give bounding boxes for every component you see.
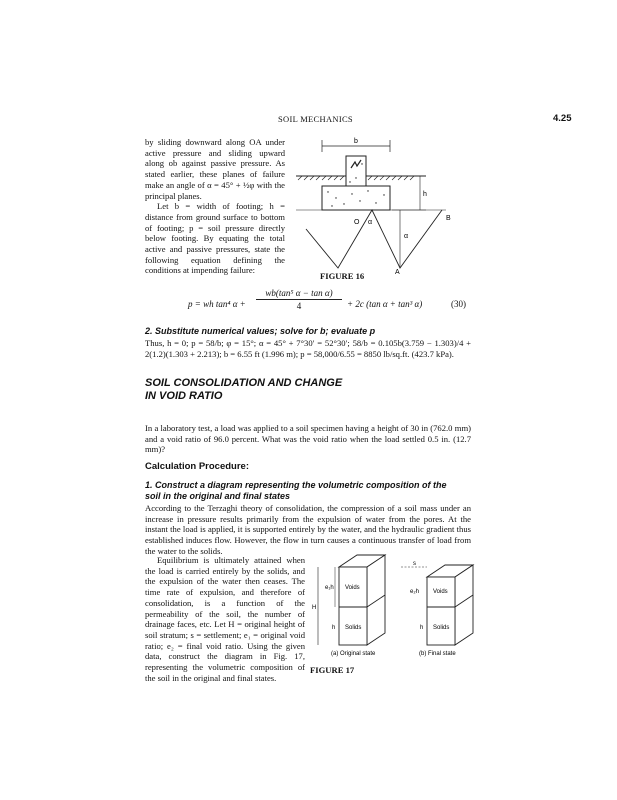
fig17a-h: h [332,625,336,631]
intro-paragraph-1: by sliding downward along OA under active pressure and sliding upward along ob against passive pressure. As stated earlier, these planes of failure make an angle of α = 45° + ½φ with the principal planes. [145,137,285,201]
label-b: b [354,138,358,145]
equation-fraction [256,288,342,311]
page-number: 4.25 [553,113,572,124]
fig17b-h: h [420,625,424,631]
fig17b-e2h: e₂h [410,589,420,595]
equation-denominator: 4 [296,301,302,311]
fig17b-s: s [413,561,416,567]
step-2-heading: 2. Substitute numerical values; solve for b; evaluate p [145,326,376,336]
step-1-heading-line-1: 1. Construct a diagram representing the volumetric composition of the [145,480,447,490]
equation-numerator: wb(tan⁵ α − tan α) [256,288,342,300]
intro-paragraph-2: Let b = width of footing; h = distance from ground surface to bottom of footing; p = soil pressure directly below footing. By equating the total active and passive pressures, state the following equation defining the conditions at impending failure: [145,201,285,276]
equation-rest: + 2c (tan α + tan³ α) [347,299,423,309]
figure-16-caption: FIGURE 16 [320,271,365,281]
fig17a-e1h: e₁h [325,585,334,591]
figure-17-caption: FIGURE 17 [310,665,355,675]
step-1-heading [145,480,475,502]
figure-17-diagram [309,551,477,657]
fig17-sub-b: (b) Final state [419,651,456,657]
section-title-line-2: IN VOID RATIO [145,390,223,402]
step-1-heading-line-2: soil in the original and final states [145,491,291,501]
fig17-sub-a: (a) Original state [331,651,376,657]
intro-column [145,137,285,276]
label-B: B [446,215,451,222]
fig17b-voids: Voids [433,589,448,595]
fig17a-voids: Voids [345,585,360,591]
figure-16-diagram [296,134,474,274]
running-title: SOIL MECHANICS [278,114,353,124]
fig17a-H: H [312,605,317,611]
step-1-column-paragraph [145,555,305,683]
step-2-body: Thus, h = 0; p = 58/b; φ = 15°; α = 45° + 7°30′ = 52°30′; 58/b = 0.105b(3.759 − 1.303)/4 + 2(1.2)(1.303 + 2.213); b = 6.55 ft (1.996 m); p = 58,000/6.55 = 8850 lb/sq.ft. (423.7 kPa). [145,338,471,359]
fig17b-solids: Solids [433,625,450,631]
fig17a-solids: Solids [345,625,362,631]
label-alpha-1: α [368,219,373,226]
label-h: h [423,191,427,198]
section-title [145,377,342,403]
label-alpha-2: α [404,233,409,240]
step-1-col-para: Equilibrium is ultimately attained when the load is carried entirely by the solids, and the expulsion of the water then ceases. The time rate of expulsion, and therefore of consolidation, is a function of the permeability of the soil, the number of drainage faces, etc. Let H = original height of soil stratum; s = settlement; e₁ = original void ratio; e₂ = final void ratio. Using the given data, construct the diagram in Fig. 17, representing the volumetric composition of the soil in the original and final states. [145,555,305,683]
equation-lhs: p = wh tan⁴ α + [188,299,246,309]
label-O: O [354,219,360,226]
equation-number: (30) [451,299,466,309]
problem-statement: In a laboratory test, a load was applied to a soil specimen having a height of 30 in (762.0 mm) and a void ratio of 96.0 percent. What was the void ratio when the load settled 0.5 in. (12.7 mm)? [145,423,471,455]
step-1-body: According to the Terzaghi theory of consolidation, the compression of a soil mass under an increase in pressure results primarily from the expulsion of water from the pores. At the instant the load is applied, it is supported entirely by the water, and the hydraulic gradient thus established induces flow. However, the flow in turn causes a continuous transfer of load from the water to the solids. [145,503,471,556]
label-A: A [395,269,400,274]
calc-procedure-heading: Calculation Procedure: [145,461,249,472]
section-title-line-1: SOIL CONSOLIDATION AND CHANGE [145,377,343,389]
